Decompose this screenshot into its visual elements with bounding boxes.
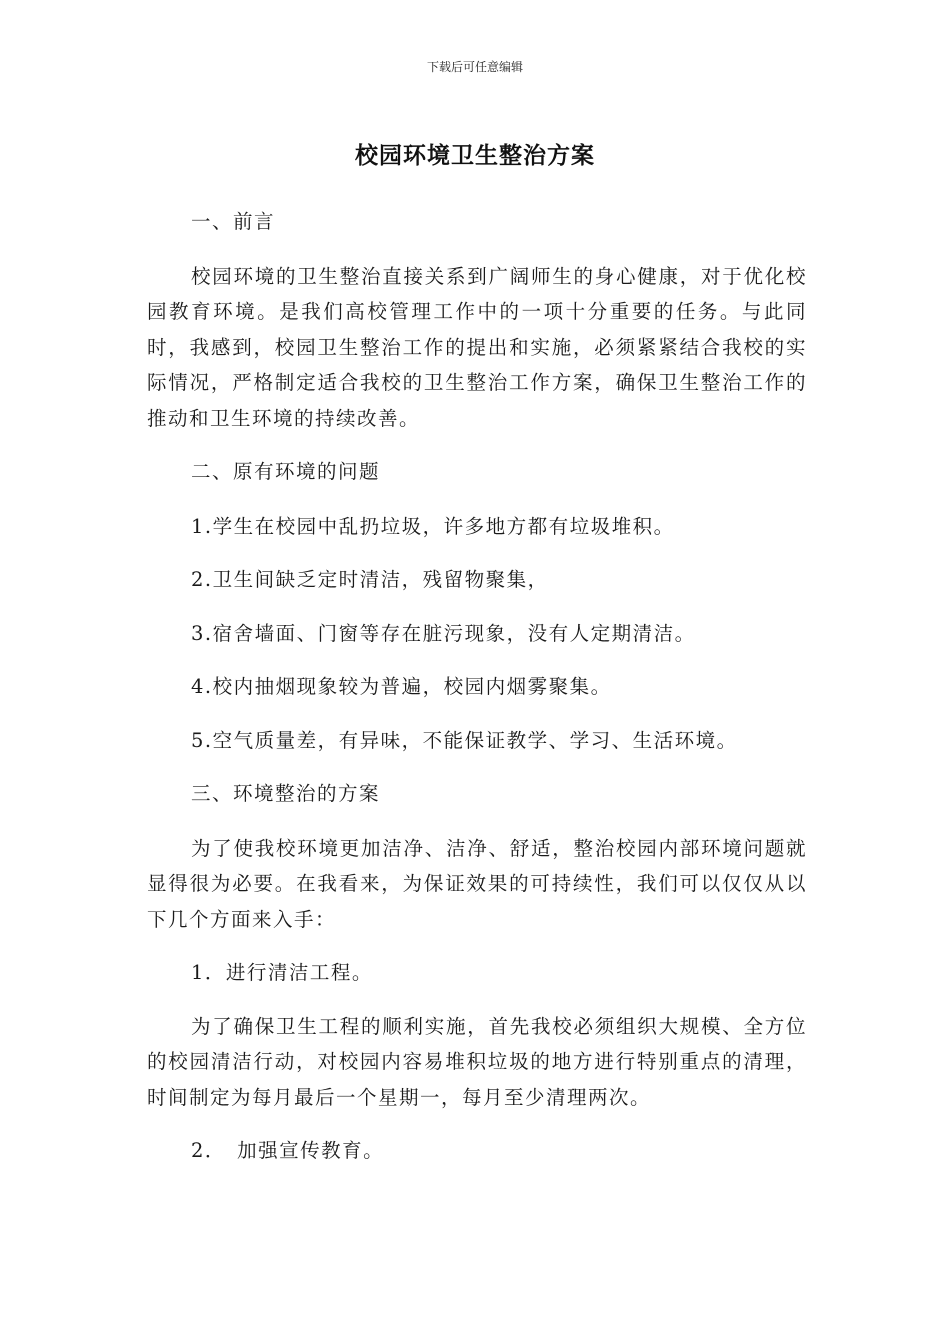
- paragraph-plan-item-1-body: 为了确保卫生工程的顺利实施，首先我校必须组织大规模、全方位的校园清洁行动，对校园内容易堆积垃圾的地方进行特别重点的清理，时间制定为每月最后一个星期一，每月至少清理两次。: [147, 1014, 807, 1109]
- problem-item-4: 4.校内抽烟现象较为普遍，校园内烟雾聚集。: [191, 675, 612, 698]
- problem-item-3: 3.宿舍墙面、门窗等存在脏污现象，没有人定期清洁。: [191, 621, 696, 645]
- document-body: [147, 204, 807, 1187]
- problem-item-2: 2.卫生间缺乏定时清洁，残留物聚集，: [191, 568, 549, 591]
- section-heading-preface: 一、前言: [191, 210, 276, 233]
- paragraph-preface-body: 校园环境的卫生整治直接关系到广阔师生的身心健康，对于优化校园教育环境。是我们高校管理工作中的一项十分重要的任务。与此同时，我感到，校园卫生整治工作的提出和实施，必须紧紧结合我校的实际情况，严格制定适合我校的卫生整治工作方案，确保卫生整治工作的推动和卫生环境的持续改善。: [147, 264, 807, 430]
- problem-item-5: 5.空气质量差，有异味，不能保证教学、学习、生活环境。: [191, 728, 738, 752]
- document-title: 校园环境卫生整治方案: [355, 143, 595, 169]
- problem-item-1: 1.学生在校园中乱扔垃圾，许多地方都有垃圾堆积。: [191, 514, 675, 538]
- section-heading-plan: 三、环境整治的方案: [191, 782, 381, 805]
- section-heading-problems: 二、原有环境的问题: [191, 460, 381, 483]
- paragraph-plan-intro: 为了使我校环境更加洁净、洁净、舒适，整治校园内部环境问题就显得很为必要。在我看来，为保证效果的可持续性，我们可以仅仅从以下几个方面来入手：: [147, 836, 807, 931]
- header-note: 下载后可任意编辑: [426, 60, 523, 74]
- plan-item-2-heading: 2． 加强宣传教育。: [191, 1139, 385, 1162]
- plan-item-1-heading: 1．进行清洁工程。: [191, 961, 373, 984]
